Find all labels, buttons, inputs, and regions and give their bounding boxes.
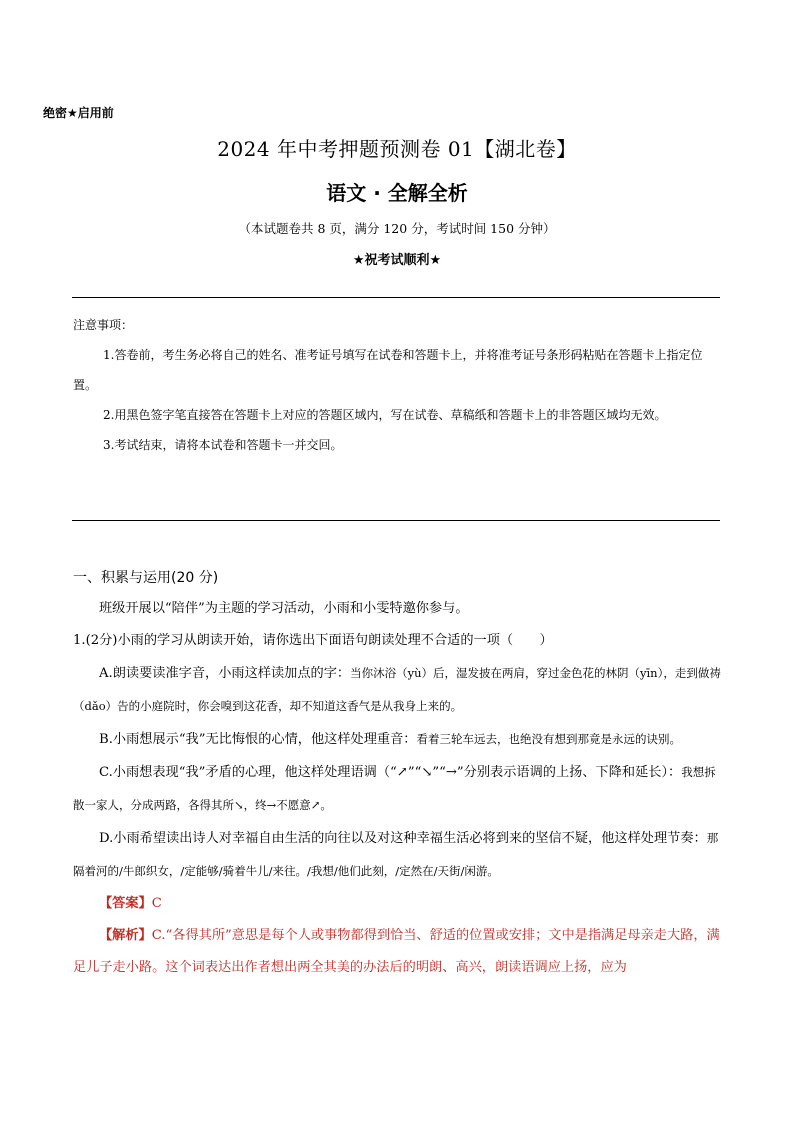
- notice-item: 3.考试结束，请将本试卷和答题卡一并交回。: [103, 438, 343, 452]
- option-d-lead: D.小雨希望读出诗人对幸福自由生活的向往以及对这种幸福生活必将到来的坚信不疑，他这样处理节奏：: [99, 831, 707, 846]
- question-body: [73, 593, 723, 984]
- analysis-line: [73, 920, 723, 984]
- option-b: [73, 723, 723, 756]
- question-stem: 1.(2分)小雨的学习从朗读开始，请你选出下面语句朗读处理不合适的一项（ ）: [73, 633, 553, 648]
- page-title: 2024 年中考押题预测卷 01【湖北卷】: [217, 137, 577, 161]
- analysis-label: 【解析】: [99, 928, 152, 943]
- analysis-text: C.“各得其所”意思是每个人或事物都得到恰当、舒适的位置或安排；文中是指满足母亲走大路，满足儿子走小路。这个词表达出作者想出两全其美的办法后的明朗、高兴，朗读语调应上扬，应为: [73, 928, 720, 975]
- notice-heading: 注意事项：: [73, 318, 134, 332]
- option-c-text: 我想拆散一家人，分成两路，各得其所↘，终→不愿意↗。: [73, 765, 716, 812]
- answer-label: 【答案】: [99, 896, 152, 911]
- good-luck-line: ★祝考试顺利★: [352, 253, 442, 268]
- page-subtitle: 语文 · 全解全析: [326, 181, 468, 205]
- option-a: [73, 657, 723, 723]
- notice-item: 2.用黑色签字笔直接答在答题卡上对应的答题区域内，写在试卷、草稿纸和答题卡上的非答题区域均无效。: [103, 408, 667, 422]
- option-b-lead: B.小雨想展示“我”无比悔恨的心情，他这样处理重音：: [99, 732, 417, 747]
- option-c: [73, 756, 723, 822]
- bottom-divider: [72, 520, 720, 521]
- notice-list: [73, 340, 721, 460]
- option-c-lead: C.小雨想表现“我”矛盾的心理，他这样处理语调（“↗”“↘”“→”分别表示语调的上扬、下降和延长）：: [99, 765, 682, 780]
- option-a-text: 当你沐浴（yù）后，湿发披在两肩，穿过金色花的林阴（yīn），走到做祷（dǎo）告的小庭院时，你会嗅到这花香，却不知道这香气是从我身上来的。: [73, 666, 721, 713]
- option-d-text: 那隔着河的/牛郎织女，/定能够/骑着牛儿/来往。/我想/他们此刻，/定然在/天街/闲游。: [73, 831, 719, 878]
- option-b-text: 看着三轮车远去，也绝没有想到那竟是永远的诀别。: [416, 732, 681, 746]
- top-divider: [72, 297, 720, 298]
- answer-line: [73, 888, 723, 920]
- section-heading: 一、积累与运用(20 分): [73, 570, 219, 586]
- answer-value: C: [151, 896, 162, 911]
- section-intro: 班级开展以“陪伴”为主题的学习活动，小雨和小雯特邀你参与。: [99, 601, 469, 616]
- notice-item: 1.答卷前，考生务必将自己的姓名、准考证号填写在试卷和答题卡上，并将准考证号条形码粘贴在答题卡上指定位置。: [73, 348, 703, 392]
- option-d: [73, 822, 723, 888]
- confidential-mark: 绝密★启用前: [43, 106, 114, 120]
- option-a-lead: A.朗读要读准字音，小雨这样读加点的字：: [99, 666, 351, 681]
- exam-info: （本试题卷共 8 页，满分 120 分，考试时间 150 分钟）: [238, 221, 556, 236]
